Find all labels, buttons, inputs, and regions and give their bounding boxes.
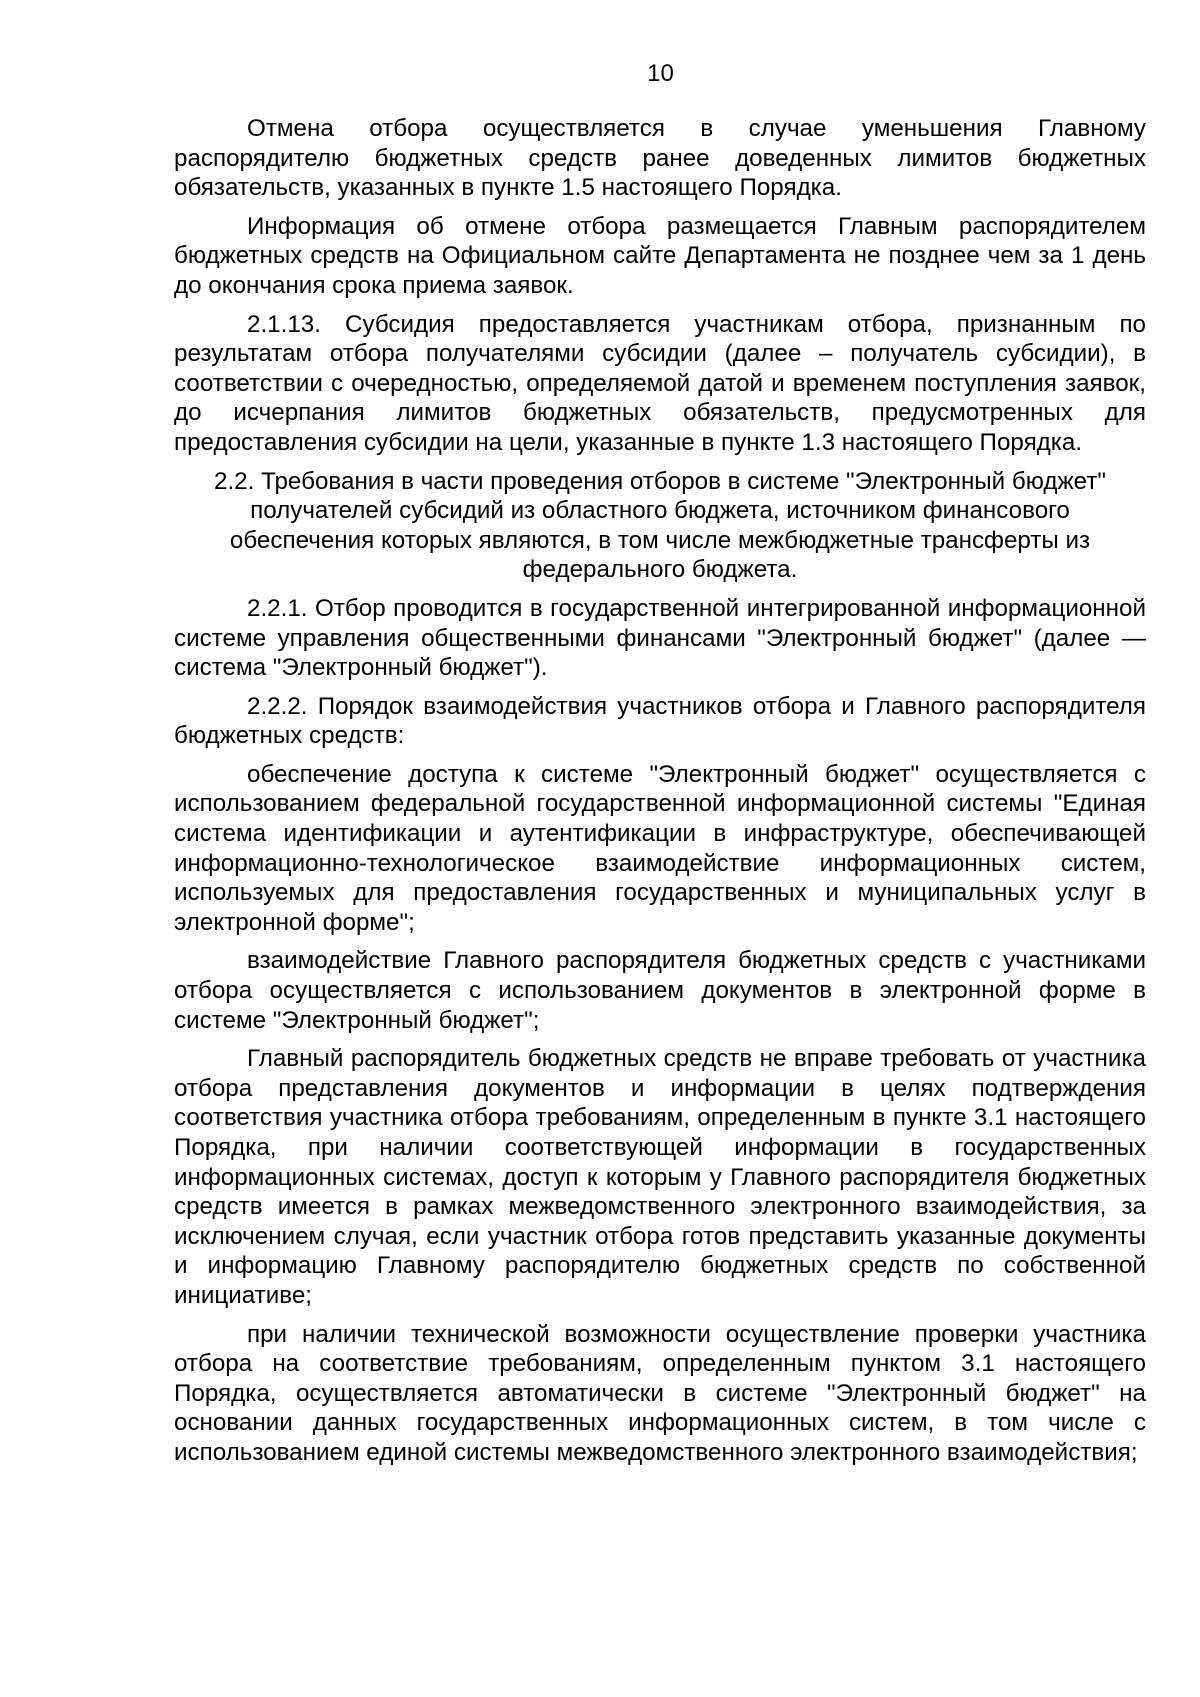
- paragraph-access-provision: обеспечение доступа к системе "Электронный бюджет" осуществляется с использованием федеральной государственной информационной системы "Единая система идентификации и аутентификации в инфраструктуре, обеспечивающей информационно-технологическое взаимодействие информационных систем, используемых для предоставления государственных и муниципальных услуг в электронной форме";: [174, 760, 1146, 936]
- paragraph-automatic-verification: при наличии технической возможности осуществление проверки участника отбора на соответствие требованиям, определенным пунктом 3.1 настоящего Порядка, осуществляется автоматически в системе "Электронный бюджет" на основании данных государственных информационных систем, в том числе с использованием единой системы межведомственного электронного взаимодействия;: [174, 1320, 1146, 1466]
- section-heading-2-2: 2.2. Требования в части проведения отборов в системе "Электронный бюджет" получателей субсидий из областного бюджета, источником финансового обеспечения которых являются, в том числе межбюджетные трансферты из федерального бюджета.: [214, 467, 1106, 584]
- paragraph-cancellation-info: Информация об отмене отбора размещается Главным распорядителем бюджетных средств на Официальном сайте Департамента не позднее чем за 1 день до окончания срока приема заявок.: [174, 212, 1146, 299]
- paragraph-2-1-13: 2.1.13. Субсидия предоставляется участникам отбора, признанным по результатам отбора получателями субсидии (далее – получатель субсидии), в соответствии с очередностью, определяемой датой и временем поступления заявок, до исчерпания лимитов бюджетных обязательств, предусмотренных для предоставления субсидии на цели, указанные в пункте 1.3 настоящего Порядка.: [174, 310, 1146, 456]
- paragraph-2-2-1: 2.2.1. Отбор проводится в государственной интегрированной информационной системе управления общественными финансами "Электронный бюджет" (далее — система "Электронный бюджет").: [174, 594, 1146, 682]
- paragraph-2-2-2: 2.2.2. Порядок взаимодействия участников отбора и Главного распорядителя бюджетных средств:: [174, 692, 1146, 750]
- page-number: 10: [647, 60, 674, 87]
- paragraph-document-requirements: Главный распорядитель бюджетных средств не вправе требовать от участника отбора представления документов и информации в целях подтверждения соответствия участника отбора требованиям, определенным в пункте 3.1 настоящего Порядка, при наличии соответствующей информации в государственных информационных системах, доступ к которым у Главного распорядителя бюджетных средств имеется в рамках межведомственного электронного взаимодействия, за исключением случая, если участник отбора готов представить указанные документы и информацию Главному распорядителю бюджетных средств по собственной инициативе;: [174, 1045, 1146, 1309]
- document-body: [174, 114, 1146, 1477]
- paragraph-interaction: взаимодействие Главного распорядителя бюджетных средств с участниками отбора осуществляется с использованием документов в электронной форме в системе "Электронный бюджет";: [174, 947, 1146, 1034]
- paragraph-selection-cancellation: Отмена отбора осуществляется в случае уменьшения Главному распорядителю бюджетных средств ранее доведенных лимитов бюджетных обязательств, указанных в пункте 1.5 настоящего Порядка.: [174, 115, 1146, 202]
